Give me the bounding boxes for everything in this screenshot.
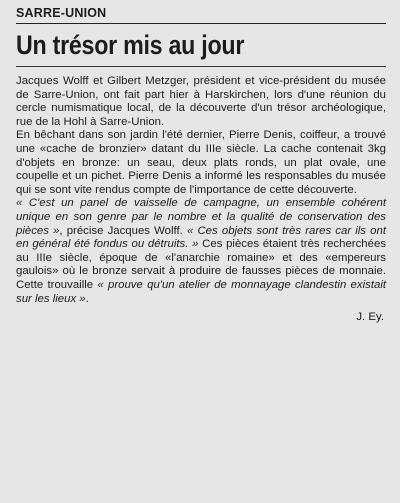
paragraph-2: En bêchant dans son jardin l'été dernier, Pierre Denis, coiffeur, a trouvé une «cache de bronzier» datant du IIIe siècle. La cache contenait 3kg d'objets en bronze: un seau, deux plats ronds, un plat ovale, une coupelle et un pichet. Pierre Denis a informé les responsables du musée qui se sont vite rendus compte de l'importance de cette découverte. xyxy=(16,129,386,196)
paragraph-3-text-3: . xyxy=(85,292,89,305)
quote-2: « Ces objets sont très rares car ils ont en général été fondus ou détruits. » xyxy=(16,224,386,251)
quote-1: « C'est un panel de vaisselle de campagne, un ensemble cohérent unique en son genre par le nombre et la qualité de conservation des pièces » xyxy=(16,197,386,237)
article-body xyxy=(16,75,386,306)
article-headline: Un trésor mis au jour xyxy=(16,30,245,60)
paragraph-1: Jacques Wolff et Gilbert Metzger, président et vice-président du musée de Sarre-Union, ont fait part hier à Harskirchen, lors d'une réunion du cercle numismatique local, de la découverte d'un trésor archéologique, rue de la Hohl à Sarre-Union. xyxy=(16,75,386,128)
paragraph-3-text-1: , précise Jacques Wolff. xyxy=(59,224,187,237)
paragraph-3-text-2: Ces pièces étaient très recherchées au IIIe siècle, époque de «l'anarchie romaine» et des «empereurs gaulois» où le bronze servait à produire de fausses pièces de monnaie. Cette trouvaille xyxy=(16,238,386,291)
quote-3: « prouve qu'un atelier de monnayage clandestin existait sur les lieux » xyxy=(16,278,387,305)
paragraph-3 xyxy=(16,197,386,306)
headline-rule xyxy=(16,66,386,67)
author-signature: J. Ey. xyxy=(356,311,384,324)
section-kicker: SARRE-UNION xyxy=(16,6,386,24)
